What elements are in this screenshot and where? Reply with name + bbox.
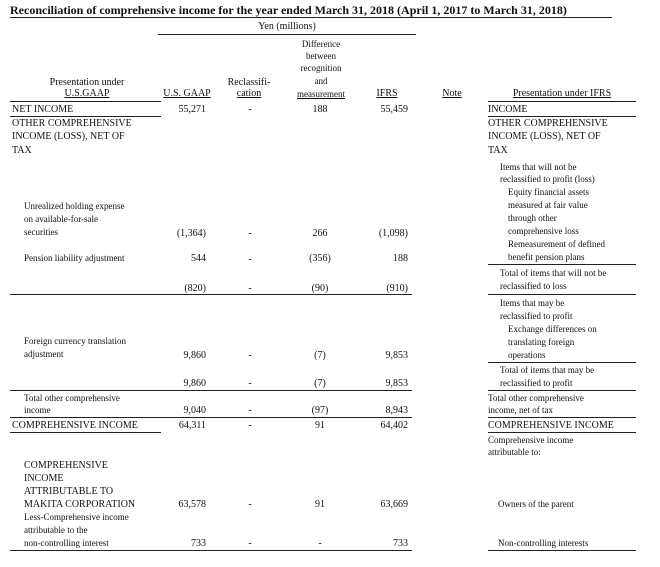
rule-total-may-b [488, 390, 636, 391]
pension-diff: (356) [309, 253, 331, 264]
fx-ifrs-label-3: operations [508, 350, 546, 360]
unrealized-label-3: securities [24, 227, 58, 237]
rule-total-oci-a [10, 417, 412, 418]
makita-label-1: COMPREHENSIVE [24, 460, 108, 471]
fx-label-2: adjustment [24, 349, 64, 359]
unrealized-ifrs-label-3: through other [508, 213, 557, 223]
total-not-reclassified-diff: (90) [311, 283, 329, 294]
unrealized-ifrs: (1,098) [378, 228, 408, 239]
attributable-heading-1: Comprehensive income [488, 435, 574, 445]
rule-total-not-reclassified-a [10, 294, 412, 295]
not-reclassified-heading-2: reclassified to profit (loss) [500, 174, 595, 184]
nci-diff: - [318, 538, 322, 549]
net-income-usgaap: 55,271 [178, 104, 206, 115]
total-may-reclassified-reclass: - [248, 378, 252, 389]
net-income-reclass: - [248, 104, 252, 115]
oci-label-1: OTHER COMPREHENSIVE [12, 118, 132, 129]
comprehensive-income-label: COMPREHENSIVE INCOME [12, 420, 138, 431]
comprehensive-income-ifrs: 64,402 [380, 420, 408, 431]
header-reclass-2: cation [236, 88, 262, 99]
header-diff-2: between [306, 51, 336, 61]
header-rule-b [488, 101, 636, 102]
total-may-reclassified-ifrs-label-2: reclassified to profit [500, 378, 573, 388]
fx-usgaap: 9,860 [183, 350, 206, 361]
total-oci-ifrs-label-1: Total other comprehensive [488, 393, 584, 403]
makita-ifrs: 63,669 [380, 499, 408, 510]
oci-ifrs-label-3: TAX [488, 145, 508, 156]
unrealized-ifrs-label-2: measured at fair value [508, 200, 588, 210]
pension-usgaap: 544 [191, 253, 206, 264]
unrealized-usgaap: (1,364) [176, 228, 206, 239]
net-income-ifrs-label: INCOME [488, 104, 528, 115]
pension-label: Pension liability adjustment [24, 253, 125, 263]
total-oci-reclass: - [248, 405, 252, 416]
pension-ifrs: 188 [393, 253, 408, 264]
total-may-reclassified-ifrs-label-1: Total of items that may be [500, 365, 595, 375]
total-not-reclassified-usgaap: (820) [184, 283, 206, 294]
header-rule-a [10, 101, 161, 102]
nci-usgaap: 733 [191, 538, 206, 549]
unrealized-diff: 266 [312, 228, 328, 239]
rule-net-income-a [10, 116, 161, 117]
rule-pension [488, 264, 636, 265]
unrealized-ifrs-label-1: Equity financial assets [508, 187, 589, 197]
header-diff-1: Difference [301, 39, 341, 49]
makita-label-4: MAKITA CORPORATION [24, 499, 136, 510]
total-not-reclassified-ifrs-label-1: Total of items that will not be [500, 268, 607, 278]
comprehensive-income-usgaap: 64,311 [178, 420, 206, 431]
fx-reclass: - [248, 350, 252, 361]
header-usgaap-presentation-2: U.S.GAAP [64, 88, 110, 99]
attributable-heading-2: attributable to: [488, 447, 541, 457]
total-may-reclassified-ifrs: 9,853 [385, 378, 408, 389]
makita-label-3: ATTRIBUTABLE TO [24, 486, 114, 497]
header-note: Note [442, 88, 462, 99]
total-not-reclassified-ifrs: (910) [386, 283, 408, 294]
oci-label-3: TAX [12, 145, 32, 156]
rule-ci-b [488, 432, 636, 433]
comprehensive-income-diff: 91 [315, 420, 325, 431]
rule-fx [488, 362, 636, 363]
nci-label-1: Less-Comprehensive income [24, 512, 129, 522]
not-reclassified-heading-1: Items that will not be [500, 162, 577, 172]
oci-ifrs-label-2: INCOME (LOSS), NET OF [488, 131, 601, 142]
may-reclassified-heading-2: reclassified to profit [500, 311, 573, 321]
page-title: Reconciliation of comprehensive income for the year ended March 31, 2018 (April 1, 2017 to March 31, 2018) [10, 3, 567, 17]
fx-diff: (7) [314, 350, 326, 361]
header-diff-4: and [314, 76, 328, 86]
header-diff-5: measurement [297, 89, 345, 99]
net-income-ifrs: 55,459 [380, 104, 408, 115]
makita-ifrs-label: Owners of the parent [498, 499, 574, 509]
net-income-diff: 188 [312, 104, 328, 115]
makita-label-2: INCOME [24, 473, 64, 484]
oci-label-2: INCOME (LOSS), NET OF [12, 131, 125, 142]
total-may-reclassified-usgaap: 9,860 [183, 378, 206, 389]
unrealized-ifrs-label-4: comprehensive loss [508, 226, 579, 236]
net-income-label: NET INCOME [12, 104, 74, 115]
unit-label: Yen (millions) [258, 21, 316, 32]
total-may-reclassified-diff: (7) [314, 378, 326, 389]
total-oci-ifrs: 8,943 [385, 405, 408, 416]
comprehensive-income-reclass: - [248, 420, 252, 431]
nci-label-2: attributable to the [24, 525, 88, 535]
makita-reclass: - [248, 499, 252, 510]
fx-label-1: Foreign currency translation [24, 336, 126, 346]
fx-ifrs: 9,853 [385, 350, 408, 361]
total-not-reclassified-ifrs-label-2: reclassified to loss [500, 281, 567, 291]
header-usgaap: U.S. GAAP [163, 88, 211, 99]
nci-ifrs: 733 [393, 538, 408, 549]
total-oci-label-1: Total other comprehensive [24, 393, 120, 403]
unrealized-label-1: Unrealized holding expense [24, 201, 125, 211]
total-oci-usgaap: 9,040 [183, 405, 206, 416]
total-oci-ifrs-label-2: income, net of tax [488, 405, 553, 415]
title-underline [10, 17, 612, 18]
rule-bottom-b [488, 550, 636, 551]
header-diff-3: recognition [300, 63, 342, 73]
nci-reclass: - [248, 538, 252, 549]
rule-bottom-a [10, 550, 412, 551]
header-ifrs-presentation: Presentation under IFRS [512, 88, 612, 99]
pension-reclass: - [248, 254, 252, 265]
rule-net-income-b [488, 116, 636, 117]
unrealized-reclass: - [248, 228, 252, 239]
rule-total-oci-b [488, 417, 636, 418]
comprehensive-income-ifrs-label: COMPREHENSIVE INCOME [488, 420, 614, 431]
makita-diff: 91 [315, 499, 325, 510]
oci-ifrs-label-1: OTHER COMPREHENSIVE [488, 118, 608, 129]
fx-ifrs-label-2: translating foreign [508, 337, 575, 347]
rule-total-may-a [10, 390, 412, 391]
unrealized-label-2: on available-for-sale [24, 214, 99, 224]
nci-ifrs-label: Non-controlling interests [498, 538, 589, 548]
fx-ifrs-label-1: Exchange differences on [508, 324, 597, 334]
header-reclass-1: Reclassifi- [227, 77, 271, 88]
total-oci-label-2: income [24, 405, 51, 415]
pension-ifrs-label-2: benefit pension plans [508, 252, 585, 262]
header-usgaap-presentation-1: Presentation under [49, 77, 125, 88]
nci-label-3: non-controlling interest [24, 538, 109, 548]
header-ifrs: IFRS [376, 88, 398, 99]
total-oci-diff: (97) [311, 405, 329, 416]
rule-total-not-reclassified-b [488, 294, 636, 295]
pension-ifrs-label-1: Remeasurement of defined [508, 239, 605, 249]
rule-ci-a [10, 432, 161, 433]
makita-usgaap: 63,578 [178, 499, 206, 510]
total-not-reclassified-reclass: - [248, 283, 252, 294]
unit-underline [158, 34, 416, 35]
may-reclassified-heading-1: Items that may be [500, 298, 565, 308]
